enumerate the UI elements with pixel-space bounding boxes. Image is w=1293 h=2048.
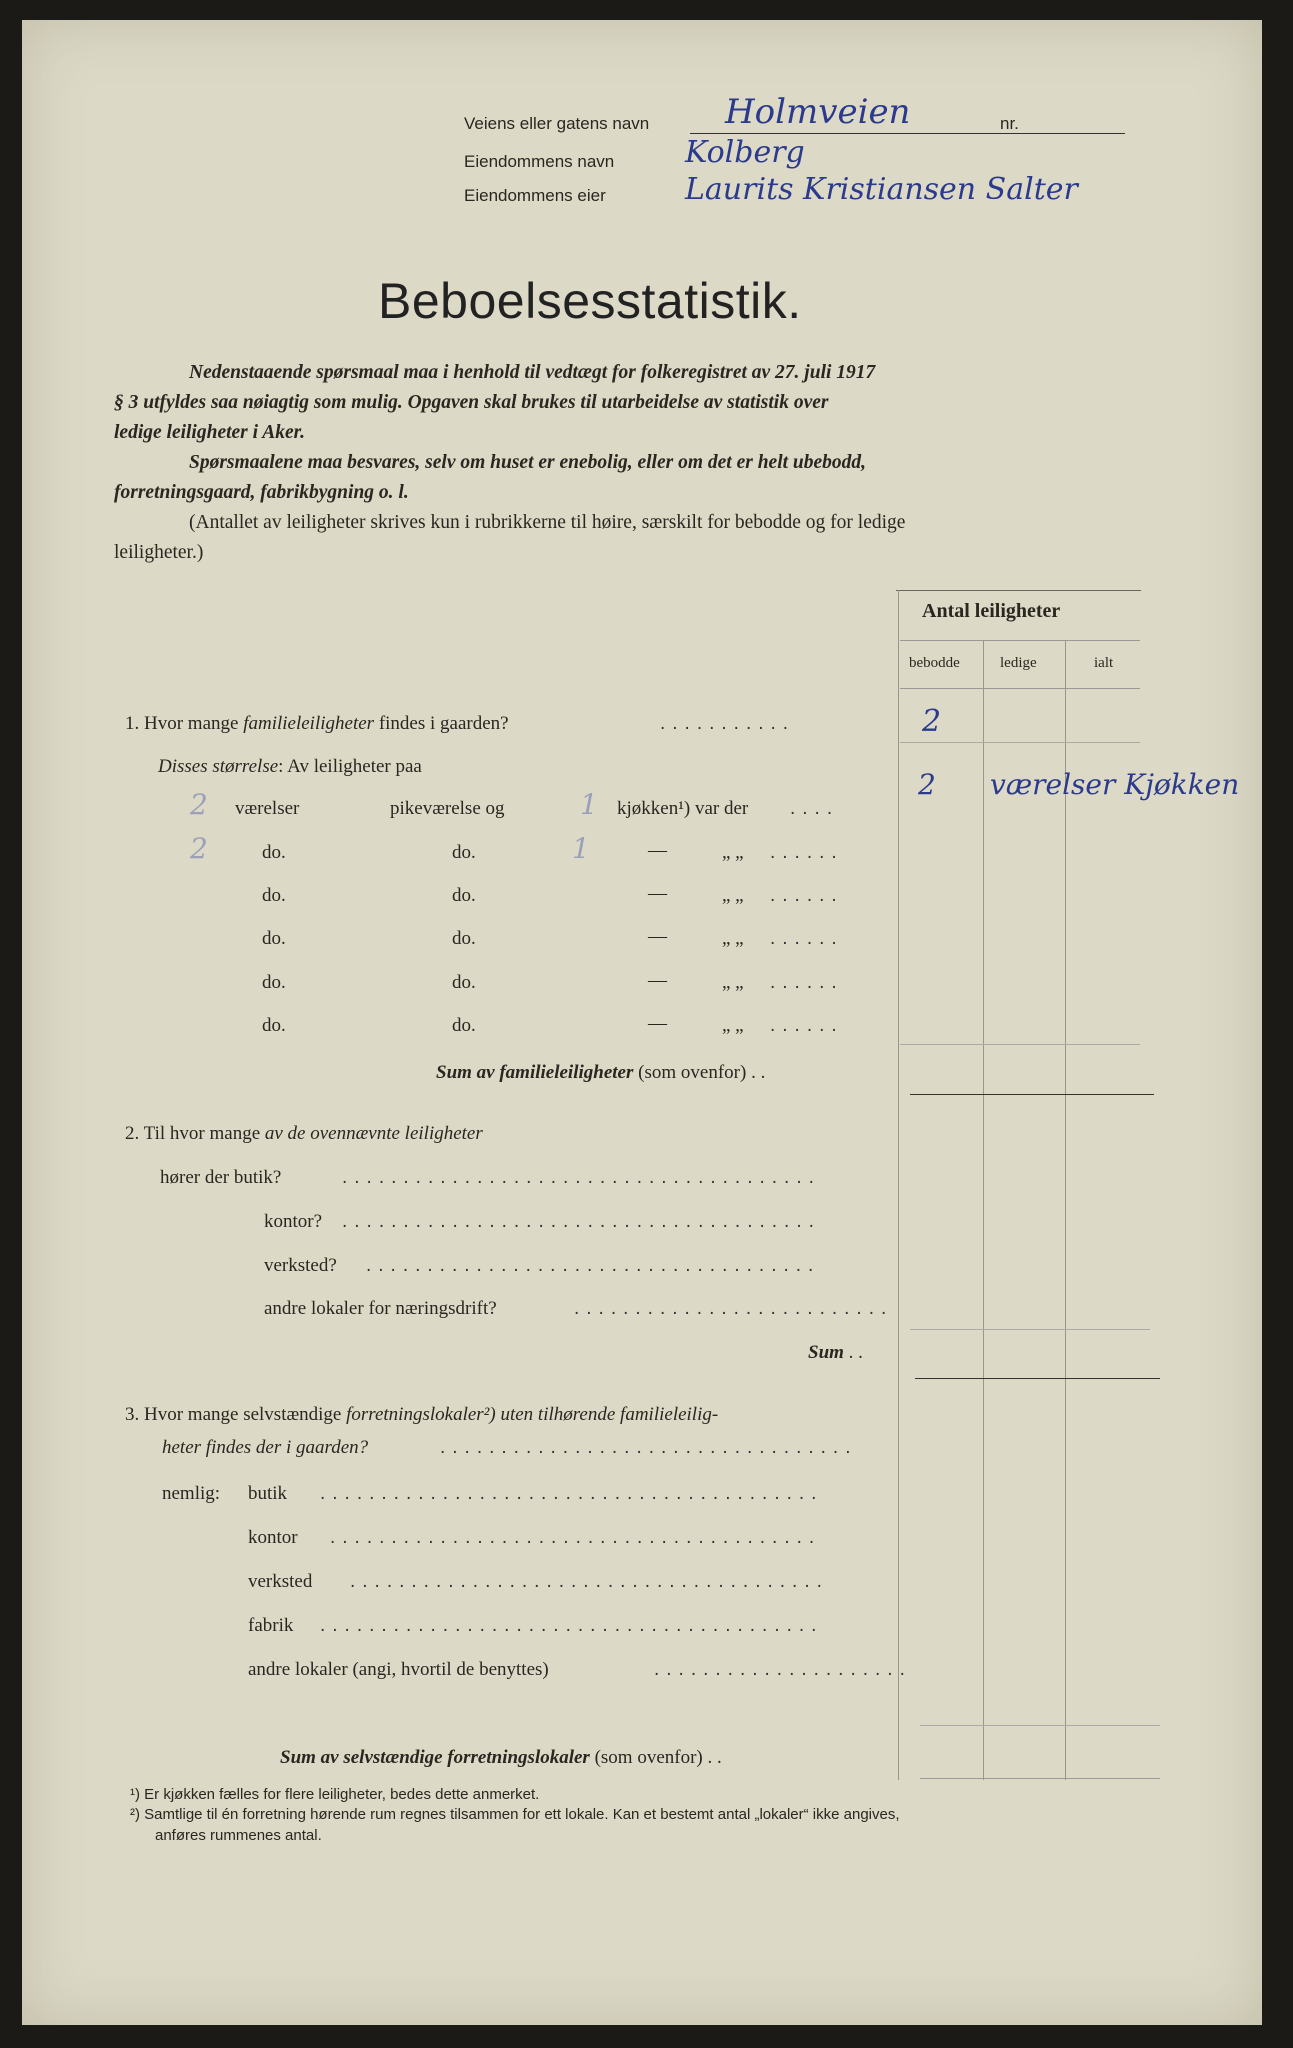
row5-do: do. (262, 972, 286, 993)
row2-do-2: do. (452, 842, 476, 863)
row3-leader-dots: ...... (770, 885, 844, 906)
q2-text: 2. Til hvor mange av de ovennævnte leiligheter (125, 1123, 483, 1144)
row5-quote: „ „ (722, 972, 744, 993)
table-vline-left (898, 590, 899, 1780)
col-header-ledige: ledige (1000, 655, 1037, 671)
footnote-2-cont: anføres rummenes antal. (155, 1827, 322, 1844)
row1-leader-dots: .... (790, 798, 840, 819)
row6-do-2: do. (452, 1015, 476, 1036)
q2-kontor: kontor? (264, 1211, 323, 1232)
row1-maid-label: pikeværelse og (390, 798, 505, 819)
q2-verksted-dots: ..................................... (366, 1255, 821, 1276)
intro-paragraph (114, 358, 1134, 568)
row6-dash: — (648, 1013, 667, 1034)
q2-butik-dots: ....................................... (342, 1167, 821, 1188)
q3-andre: andre lokaler (angi, hvortil de benyttes) (248, 1659, 549, 1680)
q1-size-label: Disses størrelse: Av leiligheter paa (158, 756, 422, 777)
row5-leader-dots: ...... (770, 972, 844, 993)
row1-rooms-value[interactable]: 2 (190, 788, 208, 821)
street-underline (690, 133, 1125, 134)
q1-sum: Sum av familieleiligheter (som ovenfor) . . (436, 1062, 766, 1083)
q3-verksted-dots: ....................................... (350, 1571, 829, 1592)
row1-note[interactable]: værelser Kjøkken (990, 768, 1240, 801)
property-name-label: Eiendommens navn (464, 152, 615, 171)
intro-line-1: Nedenstaaende spørsmaal maa i henhold til vedtægt for folkeregistret av 27. juli 1917 (189, 362, 876, 383)
footnote-2: ²) Samtlige til én forretning hørende rum regnes tilsammen for ett lokale. Kan et bestemt antal „lokaler“ ikke angives, (130, 1806, 900, 1823)
q2-butik: hører der butik? (160, 1167, 282, 1188)
table-heading: Antal leiligheter (922, 600, 1061, 622)
sum-rule-q1 (910, 1094, 1154, 1095)
q3-verksted: verksted (248, 1571, 313, 1592)
row4-do: do. (262, 928, 286, 949)
intro-line-2: § 3 utfyldes saa nøiagtig som mulig. Opgaven skal brukes til utarbeidelse av statistik over (114, 392, 829, 413)
street-label: Veiens eller gatens navn (464, 114, 650, 133)
q1-leader-dots: ........... (660, 713, 796, 734)
row2-rooms-value[interactable]: 2 (190, 832, 208, 865)
q3-kontor: kontor (248, 1527, 298, 1548)
row3-dash: — (648, 883, 667, 904)
q3-line2-dots: .................................. (440, 1437, 858, 1458)
row4-leader-dots: ...... (770, 928, 844, 949)
q3-butik: butik (248, 1483, 288, 1504)
q1-answer-bebodde[interactable]: 2 (922, 704, 942, 739)
row2-quote: „ „ (722, 842, 744, 863)
footnote-1: ¹) Er kjøkken fælles for flere leiligheter, bedes dette anmerket. (130, 1786, 540, 1803)
owner-value[interactable]: Laurits Kristiansen Salter (685, 172, 1078, 207)
row5-dash: — (648, 970, 667, 991)
row3-do-2: do. (452, 885, 476, 906)
row2-dash: — (648, 840, 667, 861)
row5-do-2: do. (452, 972, 476, 993)
col-header-bebodde: bebodde (909, 655, 960, 671)
intro-line-3: ledige leiligheter i Aker. (114, 422, 306, 443)
q2-andre-dots: .......................... (574, 1298, 894, 1319)
q3-andre-dots: ..................... (654, 1659, 912, 1680)
col-header-rule (900, 688, 1140, 689)
col-header-ialt: ialt (1094, 655, 1114, 671)
q3-kontor-dots: ........................................ (330, 1527, 822, 1548)
property-name-value[interactable]: Kolberg (685, 135, 805, 170)
row-rule-q3-end (920, 1725, 1160, 1726)
intro-line-4: Spørsmaalene maa besvares, selv om huset er enebolig, eller om det er helt ubebodd, (189, 452, 867, 473)
street-value[interactable]: Holmveien (725, 92, 911, 132)
page-title: Beboelsesstatistik. (378, 273, 802, 329)
row4-dash: — (648, 926, 667, 947)
table-vline-1 (983, 640, 984, 1780)
row6-do: do. (262, 1015, 286, 1036)
q2-verksted: verksted? (264, 1255, 337, 1276)
nr-label: nr. (1000, 114, 1019, 133)
q3-fabrik: fabrik (248, 1615, 294, 1636)
row2-kitchen-value[interactable]: 1 (572, 832, 590, 865)
q3-nemlig: nemlig: (162, 1483, 221, 1504)
table-heading-rule (900, 640, 1140, 641)
row-rule-q1-end (900, 1044, 1140, 1045)
row4-do-2: do. (452, 928, 476, 949)
q3-text-line1: 3. Hvor mange selvstændige forretningslokaler²) uten tilhørende familieleilig- (125, 1404, 719, 1425)
q3-sum: Sum av selvstændige forretningslokaler (som ovenfor) . . (280, 1747, 722, 1768)
row3-do: do. (262, 885, 286, 906)
intro-line-7: leiligheter.) (114, 542, 204, 563)
intro-line-6: (Antallet av leiligheter skrives kun i rubrikkerne til høire, særskilt for bebodde og for ledige (189, 512, 906, 533)
q2-andre: andre lokaler for næringsdrift? (264, 1298, 497, 1319)
q3-fabrik-dots: ......................................... (320, 1615, 824, 1636)
q3-butik-dots: ......................................... (320, 1483, 824, 1504)
table-bottom-rule (920, 1778, 1160, 1779)
row4-quote: „ „ (722, 928, 744, 949)
row1-kitchen-label: kjøkken¹) var der (617, 798, 749, 819)
row-rule-q1 (900, 742, 1140, 743)
owner-label: Eiendommens eier (464, 186, 606, 205)
row2-leader-dots: ...... (770, 842, 844, 863)
row6-leader-dots: ...... (770, 1015, 844, 1036)
table-top-rule (896, 590, 1141, 591)
row-rule-q2-end (910, 1329, 1150, 1330)
q3-text-line2: heter findes der i gaarden? (162, 1437, 369, 1458)
row2-do: do. (262, 842, 286, 863)
table-vline-2 (1065, 640, 1066, 1780)
sum-rule-q2 (915, 1378, 1160, 1379)
row1-rooms-label: værelser (235, 798, 300, 819)
row6-quote: „ „ (722, 1015, 744, 1036)
q2-kontor-dots: ....................................... (342, 1211, 821, 1232)
q1-text: 1. Hvor mange familieleiligheter findes i gaarden? (125, 713, 509, 734)
row3-quote: „ „ (722, 885, 744, 906)
q2-sum: Sum . . (808, 1342, 863, 1363)
intro-line-5: forretningsgaard, fabrikbygning o. l. (114, 482, 409, 503)
row1-kitchen-value[interactable]: 1 (580, 788, 598, 821)
row1-answer-bebodde[interactable]: 2 (918, 768, 936, 801)
